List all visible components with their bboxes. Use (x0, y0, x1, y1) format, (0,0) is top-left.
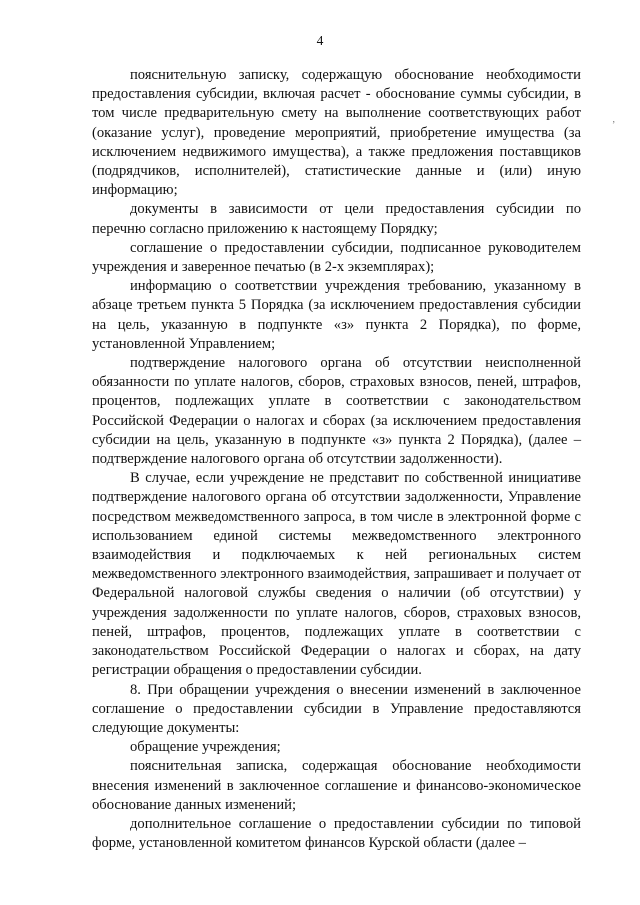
paragraph-documents: документы в зависимости от цели предоставления субсидии по перечню согласно приложению к настоящему Порядку; (92, 201, 581, 237)
paragraph-item-8: 8. При обращении учреждения о внесении изменений в заключенное соглашение о предоставлении субсидии в Управление предоставляются следующие документы: (92, 681, 581, 736)
margin-mark: ’ (612, 120, 616, 131)
paragraph-supplementary-agreement: дополнительное соглашение о предоставлении субсидии по типовой форме, установленной комитетом финансов Курской области (далее – (92, 815, 581, 852)
paragraph-explanatory-note-changes: пояснительная записка, содержащая обоснование необходимости внесения изменений в заключенное соглашение и финансово-экономическое обоснование данных изменений; (92, 758, 581, 813)
page-number: 4 (316, 33, 324, 48)
paragraph-agreement: соглашение о предоставлении субсидии, подписанное руководителем учреждения и заверенное печатью (в 2-х экземплярах); (92, 239, 581, 276)
paragraph-institution-request: обращение учреждения; (130, 739, 281, 756)
paragraph-tax-confirmation: подтверждение налогового органа об отсутствии неисполненной обязанности по уплате налогов, сборов, страховых взносов, пеней, штрафов, процентов, подлежащих уплате в соответствии с законодательством Российской Федерации о налогах и сборах (за исключением предоставления субсидии на цель, указанную в подпункте «з» пункта 2 Порядка), (далее – подтверждение налогового органа об отсутствии задолженности). (92, 355, 581, 468)
paragraph-compliance-info: информацию о соответствии учреждения требованию, указанному в абзаце третьем пункта 5 Порядка (за исключением предоставления субсидии на цель, указанную в подпункте «з» пункта 2 Порядка), по форме, установленной Управлением; (92, 278, 581, 352)
document-body (92, 66, 581, 853)
paragraph-interagency-request: В случае, если учреждение не представит по собственной инициативе подтверждение налогового органа об отсутствии задолженности, Управление посредством межведомственного запроса, в том числе в электронной форме с использованием единой системы межведомственного электронного взаимодействия и подключаемых к ней региональных систем межведомственного электронного взаимодействия, запрашивает и получает от Федеральной налоговой службы сведения о наличии (об отсутствии) у учреждения задолженности по уплате налогов, сборов, страховых взносов, пеней, штрафов, процентов, подлежащих уплате в соответствии с законодательством Российской Федерации о налогах и сборах, на дату регистрации обращения о предоставлении субсидии. (92, 470, 581, 679)
paragraph-explanatory-note: пояснительную записку, содержащую обоснование необходимости предоставления субсидии, включая расчет - обоснование суммы субсидии, в том числе предварительную смету на выполнение соответствующих работ (оказание услуг), проведение мероприятий, приобретение имущества (за исключением недвижимого имущества), а также предложения поставщиков (подрядчиков, исполнителей), статистические данные и (или) иную информацию; (92, 67, 581, 199)
